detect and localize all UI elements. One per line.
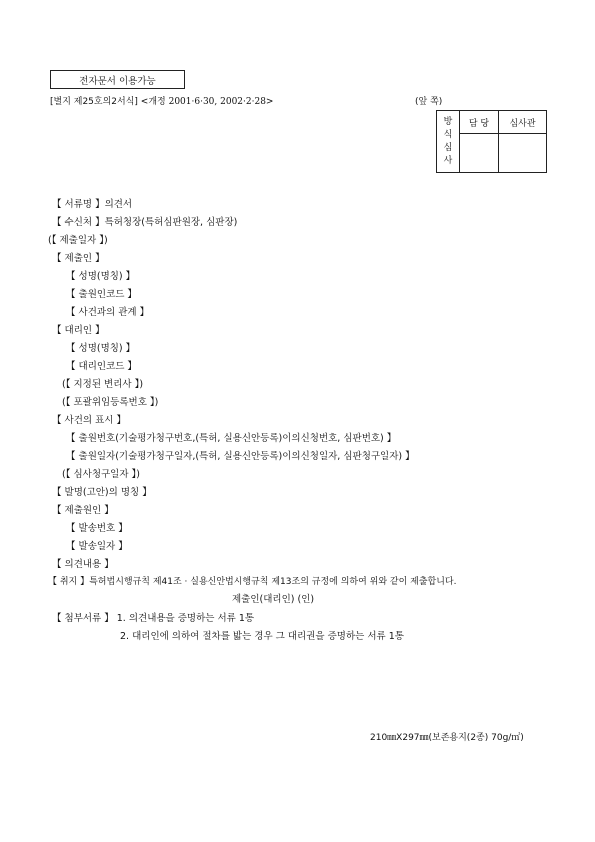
agent-name-line: 【 성명(명칭) 】 [66,343,136,354]
opinion-content-line: 【 의견내용 】 [52,559,114,570]
submitter-signature-line: 제출인(대리인) (인) [232,594,315,605]
case-relation-line: 【 사건과의 관계 】 [66,307,150,318]
submission-date-line: (【 제출일자 】) [48,235,108,246]
application-date-line: 【 출원일자(기술평가청구일자,(특허, 실용신안등록)이의신청일자, 심판청구일자) 】 [66,451,415,462]
approval-label-char: 사 [443,155,453,166]
invention-title-line: 【 발명(고안)의 명칭 】 [52,487,152,498]
revision-label: <개정 2001·6·30, 2002·2·28> [140,97,274,107]
attachment-item-2: 2. 대리인에 의하여 절차를 밟는 경우 그 대리권을 증명하는 서류 1통 [120,631,404,642]
form-number-label: [별지 제25호의2서식] [50,97,138,107]
form-number [50,94,273,107]
purpose-line: 【 취지 】특허법시행규칙 제41조 · 실용신안법시행규칙 제13조의 규정에 의하여 위와 같이 제출합니다. [48,577,457,587]
approval-label-char: 방 [443,116,453,127]
document-title-line: 【 서류명 】의견서 [52,199,133,210]
approval-col-examiner: 심사관 [499,111,547,134]
page-side-label: (앞 쪽) [415,97,443,107]
application-number-line: 【 출원번호(기술평가청구번호,(특허, 실용신안등록)이의신청번호, 심판번호) 】 [66,433,397,444]
designated-patent-attorney-line: (【 지정된 변리사 】) [62,379,144,390]
submitter-line: 【 제출인 】 [52,253,105,264]
approval-label-cell [437,111,460,173]
attachments-line: 【 첨부서류 】 1. 의견내용을 증명하는 서류 1통 [52,613,255,624]
submission-cause-line: 【 제출원인 】 [52,505,114,516]
applicant-code-line: 【 출원인코드 】 [66,289,137,300]
approval-table [436,110,547,173]
agent-line: 【 대리인 】 [52,325,105,336]
approval-label-char: 식 [443,129,453,140]
general-power-registration-line: (【 포괄위임등록번호 】) [62,397,159,408]
dispatch-number-line: 【 발송번호 】 [66,523,128,534]
electronic-document-label: 전자문서 이용가능 [79,75,156,87]
dispatch-date-line: 【 발송일자 】 [66,541,128,552]
approval-col-staff: 담 당 [460,111,499,134]
submitter-name-line: 【 성명(명칭) 】 [66,271,136,282]
approval-cell-staff [460,134,499,173]
examination-request-date-line: (【 심사청구일자 】) [62,469,141,480]
approval-cell-examiner [499,134,547,173]
approval-label-char: 심 [443,142,453,153]
agent-code-line: 【 대리인코드 】 [66,361,137,372]
case-indication-line: 【 사건의 표시 】 [52,415,126,426]
paper-spec-footer: 210㎜X297㎜(보존용지(2종) 70g/㎡) [370,733,524,743]
recipient-line: 【 수신처 】특허청장(특허심판원장, 심판장) [52,217,238,228]
electronic-document-box [50,70,185,89]
